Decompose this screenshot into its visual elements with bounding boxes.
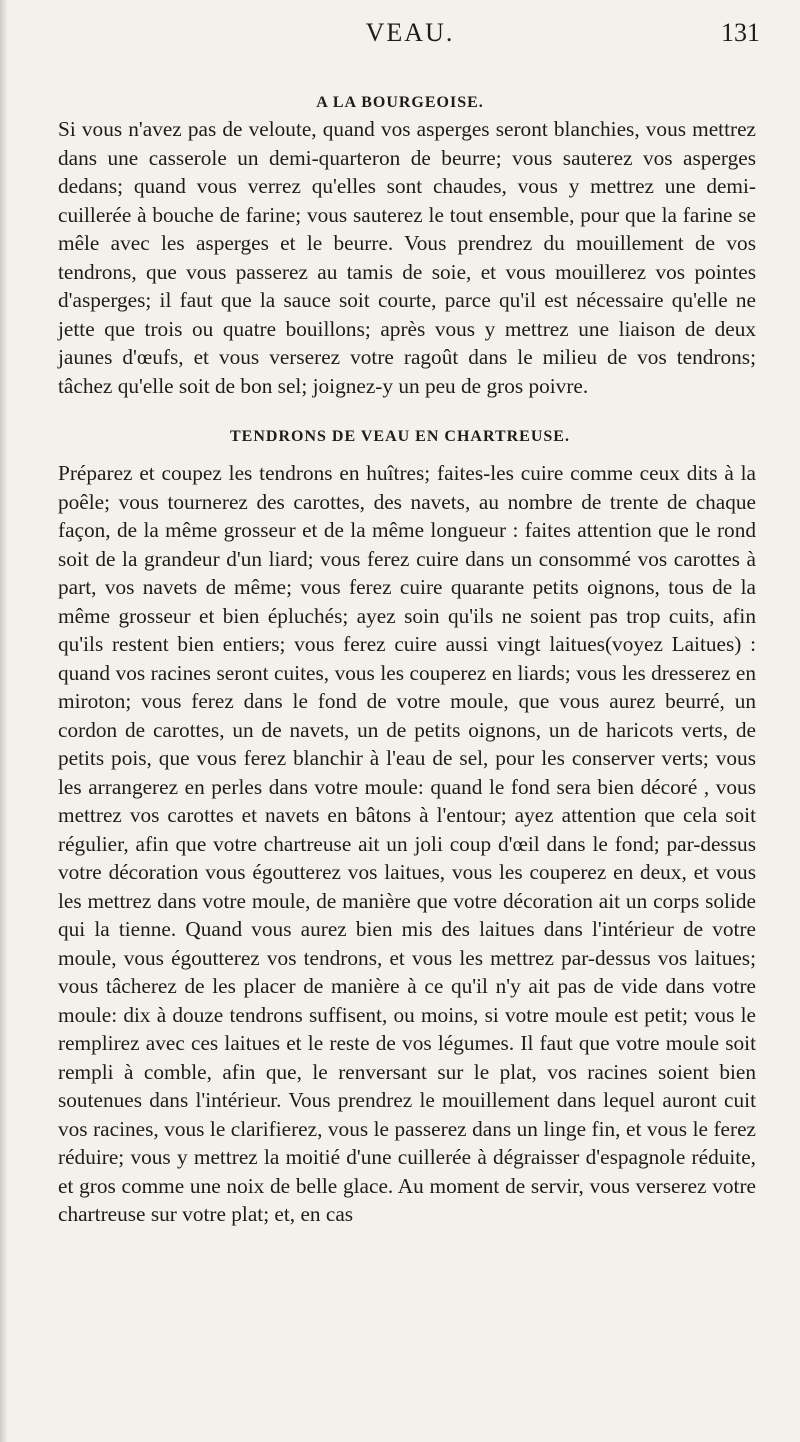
- section-title-chartreuse: TENDRONS DE VEAU EN CHARTREUSE.: [230, 428, 570, 445]
- running-title: VEAU.: [365, 18, 455, 47]
- section-body-bourgeoise: Si vous n'avez pas de veloute, quand vos asperges seront blanchies, vous mettrez dans une casserole un demi-quarteron de beurre; vous sauterez vos asperges dedans; quand vous verrez qu'elles sont chaudes, vous y mettrez une demi-cuillerée à bouche de farine; vous sauterez le tout ensemble, pour que la farine se mêle avec les asperges et le beurre. Vous prendrez du mouillement de vos tendrons, que vous passerez au tamis de soie, et vous mouillerez vos pointes d'asperges; il faut que la sauce soit courte, parce qu'il est nécessaire qu'elle ne jette que trois ou quatre bouillons; après vous y mettrez une liaison de deux jaunes d'œufs, et vous verserez votre ragoût dans le milieu de vos tendrons; tâchez qu'elle soit de bon sel; joignez-y un peu de gros poivre.: [58, 117, 756, 398]
- page-number: 131: [721, 18, 760, 47]
- page-edge-shadow: [0, 0, 8, 1442]
- section-title-bourgeoise: A LA BOURGEOISE.: [316, 94, 484, 111]
- page-header: [60, 18, 760, 58]
- section-body-chartreuse: Préparez et coupez les tendrons en huîtres; faites-les cuire comme ceux dits à la poêle; vous tournerez des carottes, des navets, au nombre de trente de chaque façon, de la même grosseur et de la même longueur : faites attention que le rond soit de la grandeur d'un liard; vous ferez cuire dans un consommé vos carottes à part, vos navets de même; vous ferez cuire quarante petits oignons, tous de la même grosseur et bien épluchés; ayez soin qu'ils ne soient pas trop cuits, afin qu'ils restent bien entiers; vous ferez cuire aussi vingt laitues(voyez Laitues) : quand vos racines seront cuites, vous les couperez en liards; vous les dresserez en miroton; vous ferez dans le fond de votre moule, que vous aurez beurré, un cordon de carottes, un de navets, un de petits oignons, un de haricots verts, de petits pois, que vous ferez blanchir à l'eau de sel, pour les conserver verts; vous les arrangerez en perles dans votre moule: quand le fond sera bien décoré , vous mettrez vos carottes et navets en bâtons à l'entour; ayez attention que cela soit régulier, afin que votre chartreuse ait un joli coup d'œil dans le fond; par-dessus votre décoration vous égoutterez vos laitues, vous les couperez en deux, et vous les mettrez dans votre moule, de manière que votre décoration ait un corps solide qui la tienne. Quand vous aurez bien mis des laitues dans l'intérieur de votre moule, vous égoutterez vos tendrons, et vous les mettrez par-dessus vos laitues; vous tâcherez de les placer de manière à ce qu'il n'y ait pas de vide dans votre moule: dix à douze tendrons suffisent, ou moins, si votre moule est petit; vous le remplirez avec ces laitues et le reste de vos légumes. Il faut que votre moule soit rempli à comble, afin que, le renversant sur le plat, vos racines soient bien soutenues dans l'intérieur. Vous prendrez le mouillement dans lequel auront cuit vos racines, vous le clarifierez, vous le passerez dans un linge fin, et vous le ferez réduire; vous y mettrez la moitié d'une cuillerée à dégraisser d'espagnole réduite, et gros comme une noix de belle glace. Au moment de servir, vous verserez votre chartreuse sur votre plat; et, en cas: [58, 461, 756, 1226]
